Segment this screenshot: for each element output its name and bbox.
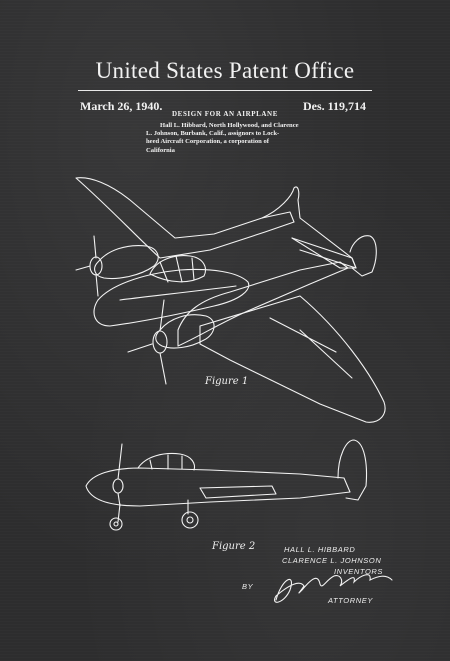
inventor-line: Hall L. Hibbard, North Hollywood, and Clarence [160, 122, 299, 129]
by-label: BY [242, 582, 254, 591]
inventor-line: heed Aircraft Corporation, a corporation of [146, 138, 269, 146]
inventor-name-2: CLARENCE L. JOHNSON [282, 556, 382, 565]
figure-1-label: Figure 1 [205, 376, 249, 387]
patent-date: March 26, 1940. [80, 99, 163, 113]
figure-2-label: Figure 2 [212, 541, 256, 552]
inventors-caption: INVENTORS [334, 567, 384, 576]
design-title: DESIGN FOR AN AIRPLANE [172, 110, 278, 118]
inventor-line: California [146, 146, 175, 154]
design-number: Des. 119,714 [303, 99, 366, 113]
patent-office-title: United States Patent Office [95, 58, 355, 83]
attorney-caption: ATTORNEY [328, 596, 373, 605]
inventor-line: L. Johnson, Burbank, Calif., assignors to Lock- [146, 130, 280, 138]
inventor-name-1: HALL L. HIBBARD [284, 545, 356, 554]
